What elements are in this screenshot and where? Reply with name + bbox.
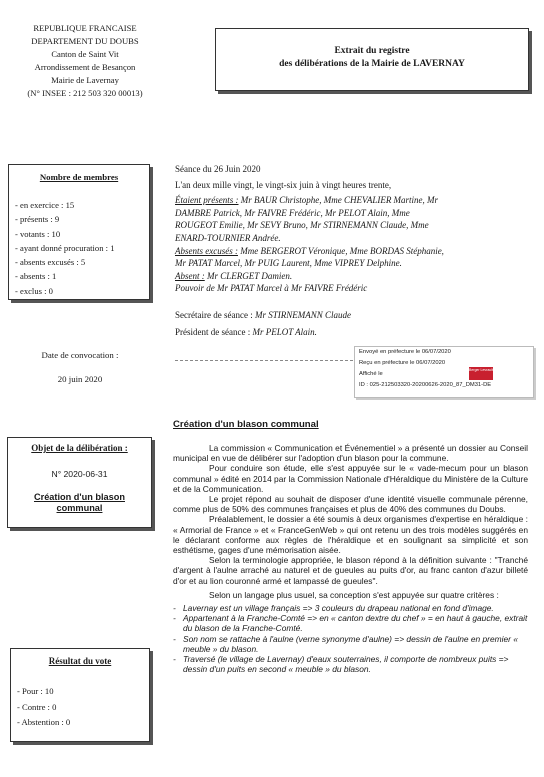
vote-list — [17, 684, 149, 731]
vote-box — [10, 648, 150, 742]
absent-line — [175, 270, 535, 283]
presents-line: ENARD-TOURNIER Andrée. — [175, 232, 281, 243]
header-line: Arrondissement de Besançon — [34, 62, 136, 72]
header-line: (N° INSEE : 212 503 320 00013) — [27, 88, 143, 98]
stamp-posted: Affiché le — [359, 371, 383, 377]
absent-text: Mr CLERGET Damien. — [204, 270, 293, 281]
paragraph: Selon la terminologie appropriée, le blason répond à la définition suivante : "Tranché d'argent à l'aulne arraché au naturel et de gueules au puits d'or, au franc canton d'azur billeté d'or et au lion couronné armé et lampassé de gueules". — [173, 555, 528, 586]
objet-heading: Objet de la délibération : — [31, 443, 128, 453]
president-name: Mr PELOT Alain. — [252, 326, 317, 337]
municipality-header — [6, 22, 164, 100]
paragraph: Selon un langage plus usuel, sa conception s'est appuyée sur quatre critères : — [209, 589, 499, 600]
seance-date: Séance du 26 Juin 2020 — [175, 164, 261, 174]
objet-title: Création d'un blason communal — [33, 492, 125, 513]
excuses-line — [175, 245, 535, 258]
paragraph: Le projet répond au souhait de disposer d'une identité visuelle communale pérenne, comme plus de 50% des communes françaises et plus de 40% des communes du Doubs. — [173, 494, 528, 515]
excuses-label: Absents excusés : — [175, 245, 238, 256]
presents-line: ROUGEOT Emilie, Mr SEVY Bruno, Mr STIRNEMANN Claude, Mme — [175, 220, 429, 231]
header-line: DEPARTEMENT DU DOUBS — [31, 36, 139, 46]
convocation-block — [10, 350, 150, 384]
vote-item: - Pour : 10 — [17, 686, 54, 696]
pouvoir-line: Pouvoir de Mr PATAT Marcel à Mr FAIVRE Frédéric — [175, 283, 368, 294]
criteria-item: - Lavernay est un village français => 3 couleurs du drapeau national en fond d'image. — [173, 603, 494, 614]
president-line — [175, 326, 535, 339]
members-item: - votants : 10 — [15, 228, 61, 239]
members-item: - absents : 1 — [15, 271, 57, 282]
vote-heading: Résultat du vote — [48, 656, 112, 666]
prefecture-stamp — [354, 346, 534, 398]
vote-item: - Abstention : 0 — [17, 717, 71, 727]
convocation-label: Date de convocation : — [41, 350, 119, 360]
stamp-received: Reçu en préfecture le 06/07/2020 — [359, 360, 446, 366]
seance-intro: L'an deux mille vingt, le vingt-six juin à vingt heures trente, — [175, 179, 392, 190]
criteria-item: - Appartenant à la Franche-Comté => en « canton dextre du chef » = en haut à gauche, extrait du blason de la Franche-Comté. — [173, 613, 528, 634]
criteria-item: - Traversé (le village de Lavernay) d'eaux souterraines, il comporte de nombreux puits => dessin d'un puits en second « meuble » du blason. — [173, 654, 528, 674]
stamp-id: ID : 025-212503320-20200626-2020_87_DM31-DE — [359, 382, 492, 388]
register-title-line1: Extrait du registre — [334, 46, 410, 56]
deliberation-body — [173, 419, 528, 674]
paragraph: Préalablement, le dossier a été soumis à deux organismes d'expertise en héraldique : « Armorial de France » et « FranceGenWeb » qui ont retenu un des trois modèles suggérés en le déclarant conforme aux règles de l'héraldique et en soulignant sa simplicité et son esthétisme, gages d'une mémorisation aisée. — [173, 514, 528, 556]
absent-label: Absent : — [175, 270, 205, 281]
criteria-text: Lavernay est un village français => 3 couleurs du drapeau national en fond d'image. — [183, 603, 494, 614]
excuses-text: Mme BERGEROT Véronique, Mme BORDAS Stéphanie, — [237, 245, 444, 256]
members-item: - en exercice : 15 — [15, 200, 75, 210]
criteria-text: Appartenant à la Franche-Comté => en « canton dextre du chef » = en haut à gauche, extrait du blason de la Franche-Comté. — [183, 613, 528, 634]
members-list — [15, 198, 149, 298]
objet-box — [7, 437, 152, 528]
paragraph: La commission « Communication et Événementiel » a présenté un dossier au Conseil municipal en vue de délibérer sur l'adoption d'un blason pour la commune. — [173, 443, 528, 464]
paragraph: Pour conduire son étude, elle s'est appuyée sur le « vade-mecum pour un blason communal » édité en 2014 par la Commission Nationale d'Héraldique du Ministère de la Culture et de la Communication. — [173, 463, 528, 494]
stamp-logo — [469, 367, 493, 380]
members-box — [8, 164, 150, 300]
header-line: REPUBLIQUE FRANCAISE — [33, 23, 137, 33]
register-title-line2: des délibérations de la Mairie de LAVERNAY — [279, 59, 465, 69]
presents-line — [175, 194, 535, 207]
criteria-text: Son nom se rattache à l'aulne (verne synonyme d'aulne) => dessin de l'aulne en premier « meuble » du blason. — [183, 633, 518, 654]
stamp-sent: Envoyé en préfecture le 06/07/2020 — [359, 349, 451, 355]
register-title-box — [215, 28, 529, 91]
stamp-logo-text: Berger Levrault — [469, 368, 493, 372]
members-item: - présents : 9 — [15, 214, 60, 225]
presents-line: DAMBRE Patrick, Mr FAIVRE Frédéric, Mr PELOT Alain, Mme — [175, 207, 410, 218]
convocation-date: 20 juin 2020 — [57, 374, 103, 384]
members-heading: Nombre de membres — [39, 172, 119, 182]
excuses-line: Mr PATAT Marcel, Mr PUIG Laurent, Mme VIPREY Delphine. — [175, 258, 402, 269]
secretaire-line — [175, 309, 535, 322]
vote-item: - Contre : 0 — [17, 701, 57, 712]
president-label: Président de séance : — [175, 326, 253, 337]
members-item: - absents excusés : 5 — [15, 257, 86, 268]
body-title: Création d'un blason communal — [173, 419, 319, 430]
criteria-list — [173, 603, 528, 674]
secretaire-name: Mr STIRNEMANN Claude — [254, 309, 351, 320]
header-line: Mairie de Lavernay — [51, 75, 119, 85]
criteria-text: Traversé (le village de Lavernay) d'eaux souterraines, il comporte de nombreux puits => dessin d'un puits en second « meuble » du blason. — [183, 654, 509, 675]
presents-label: Étaient présents : — [175, 195, 239, 206]
presents-text: Mr BAUR Christophe, Mme CHEVALIER Martine, Mr — [238, 195, 439, 206]
objet-number: N° 2020-06-31 — [51, 469, 108, 479]
secretaire-label: Secrétaire de séance : — [175, 309, 255, 320]
members-item: - exclus : 0 — [15, 285, 53, 296]
dashed-separator — [175, 360, 353, 361]
seance-block — [175, 163, 535, 338]
header-line: Canton de Saint Vit — [51, 49, 119, 59]
criteria-item: - Son nom se rattache à l'aulne (verne synonyme d'aulne) => dessin de l'aulne en premier « meuble » du blason. — [173, 634, 528, 654]
members-item: - ayant donné procuration : 1 — [15, 242, 115, 253]
